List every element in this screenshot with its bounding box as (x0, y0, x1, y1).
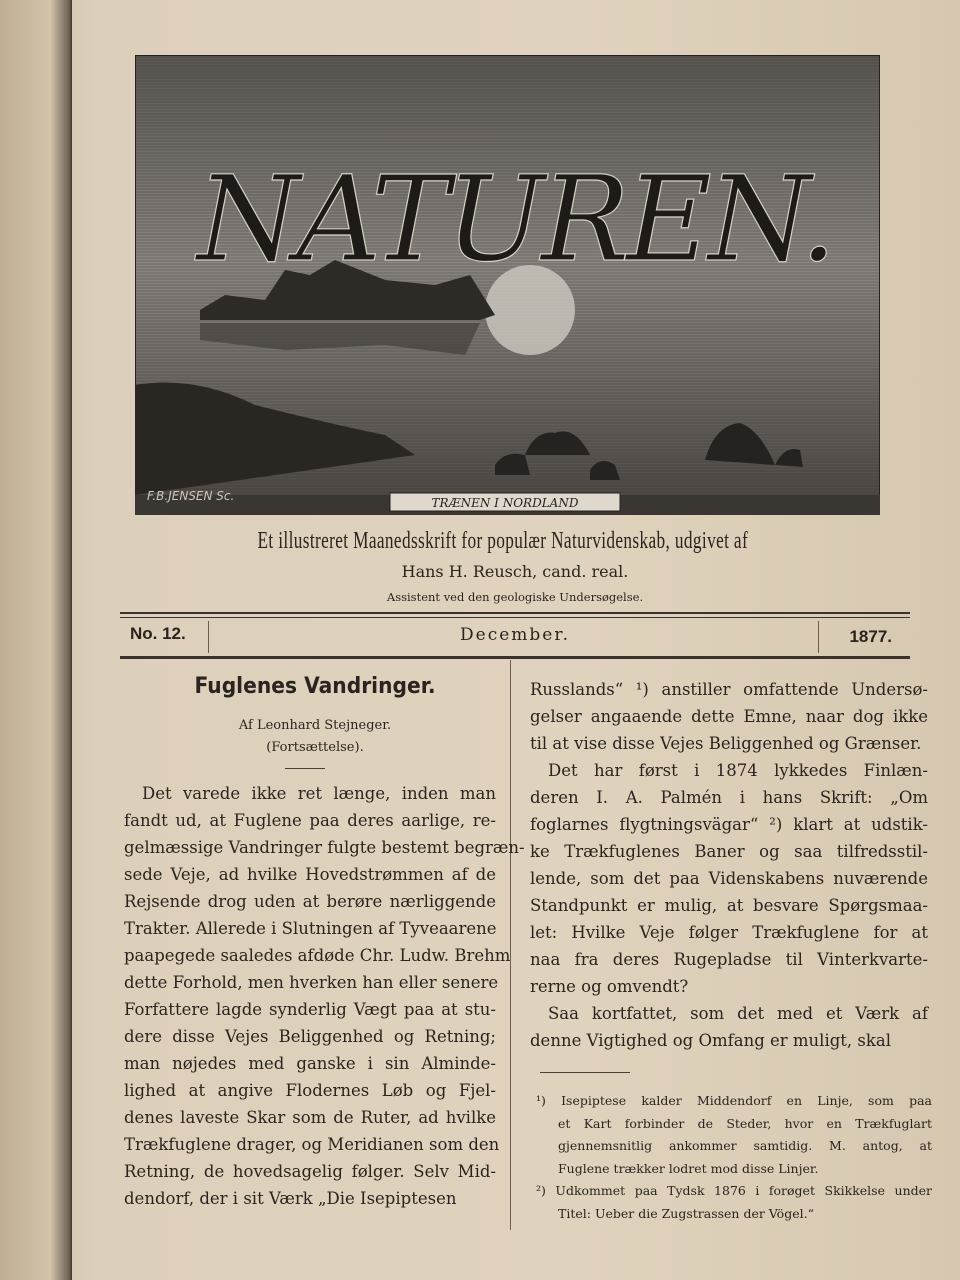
text-line: paapegede saaledes afdøde Chr. Ludw. Brehm (124, 946, 511, 965)
footnote-line: et Kart forbinder de Steder, hvor en Trækfuglart (558, 1115, 932, 1131)
journal-subtitle: Et illustreret Maanedsskrift for populær Naturvidenskab, udgivet af (257, 528, 749, 554)
text-line: rerne og omvendt? (530, 977, 689, 996)
engraver-signature: F.B.JENSEN Sc. (147, 489, 235, 503)
text-line: lighed at angive Flodernes Løb og Fjel- (124, 1081, 496, 1100)
text-line: denes laveste Skar som de Ruter, ad hvilke (124, 1108, 496, 1127)
text-line: sede Veje, ad hvilke Hovedstrømmen af de (124, 865, 496, 884)
text-line: foglarnes flygtningsvägar“ ²) klart at udstik- (530, 815, 928, 834)
issue-year: 1877. (849, 627, 892, 646)
text-line: let: Hvilke Veje følger Trækfuglene for at (530, 923, 928, 942)
footnote-rule (540, 1072, 630, 1073)
divider (818, 621, 819, 653)
text-line: Retning, de hovedsagelig følger. Selv Mid- (124, 1162, 496, 1181)
article-title: Fuglenes Vandringer. (194, 674, 436, 699)
text-line: deren I. A. Palmén i hans Skrift: „Om (530, 788, 928, 807)
divider (285, 768, 325, 769)
text-line: gelmæssige Vandringer fulgte bestemt begræn- (124, 838, 525, 857)
text-line: dere disse Vejes Beliggenhed og Retning; (124, 1027, 496, 1046)
masthead-engraving (135, 55, 880, 515)
text-line: Det varede ikke ret længe, inden man (142, 784, 496, 803)
issue-number: No. 12. (130, 624, 186, 643)
article-author: Af Leonhard Stejneger. (238, 718, 392, 733)
article-column-left (124, 780, 525, 1212)
text-line: lende, som det paa Videnskabens nuværende (530, 869, 928, 888)
issue-bar (120, 621, 910, 655)
footnote-line: Fuglene trækker lodret mod disse Linjer. (558, 1160, 819, 1176)
editor-role: Assistent ved den geologiske Undersøgelse. (386, 590, 644, 604)
text-line: Rejsende drog uden at berøre nærliggende (124, 892, 496, 911)
text-line: Forfattere lagde synderlig Vægt paa at stu- (124, 1000, 496, 1019)
text-line: Trækfuglene drager, og Meridianen som den (124, 1135, 500, 1154)
text-line: fandt ud, at Fuglene paa deres aarlige, re- (124, 811, 496, 830)
text-line: naa fra deres Rugepladse til Vinterkvarte- (530, 950, 928, 969)
text-line: Russlands“ ¹) anstiller omfattende Undersø- (530, 680, 928, 699)
article-column-right (530, 676, 928, 1054)
divider (120, 612, 910, 614)
text-line: ke Trækfuglenes Baner og saa tilfredsstil- (530, 842, 928, 861)
article-note: (Fortsættelse). (266, 740, 364, 755)
footnote-line: gjennemsnitlig ankommer samtidig. M. antog, at (558, 1138, 932, 1153)
text-line: Trakter. Allerede i Slutningen af Tyveaarene (124, 919, 497, 938)
text-line: man nøjedes med ganske i sin Alminde- (124, 1054, 496, 1073)
text-line: dette Forhold, men hverken han eller senere (124, 973, 499, 992)
masthead-title: NATUREN. (196, 150, 834, 288)
column-divider (510, 660, 511, 1230)
footnote-line: Titel: Ueber die Zugstrassen der Vögel.“ (558, 1205, 814, 1221)
footnote-line: ²) Udkommet paa Tydsk 1876 i forøget Skikkelse under (536, 1183, 932, 1198)
text-line: Standpunkt er mulig, at besvare Spørgsmaa- (530, 896, 928, 915)
text-line: Saa kortfattet, som det med et Værk af (548, 1004, 928, 1023)
text-line: denne Vigtighed og Omfang er muligt, skal (530, 1031, 892, 1050)
divider (120, 656, 910, 659)
footnote-line: ¹) Isepiptese kalder Middendorf en Linje, som paa (536, 1093, 932, 1108)
footnotes (536, 1090, 932, 1225)
text-line: Det har først i 1874 lykkedes Finlæn- (548, 761, 928, 780)
divider (120, 617, 910, 618)
editor-name: Hans H. Reusch, cand. real. (401, 562, 629, 581)
facing-page-edge (0, 0, 72, 1280)
engraving-caption: TRÆNEN I NORDLAND (431, 496, 579, 510)
text-line: gelser angaaende dette Emne, naar dog ikke (530, 707, 928, 726)
issue-month: December. (460, 625, 570, 645)
text-line: til at vise disse Vejes Beliggenhed og Grænser. (530, 734, 922, 753)
text-line: dendorf, der i sit Værk „Die Isepiptesen (124, 1189, 457, 1208)
